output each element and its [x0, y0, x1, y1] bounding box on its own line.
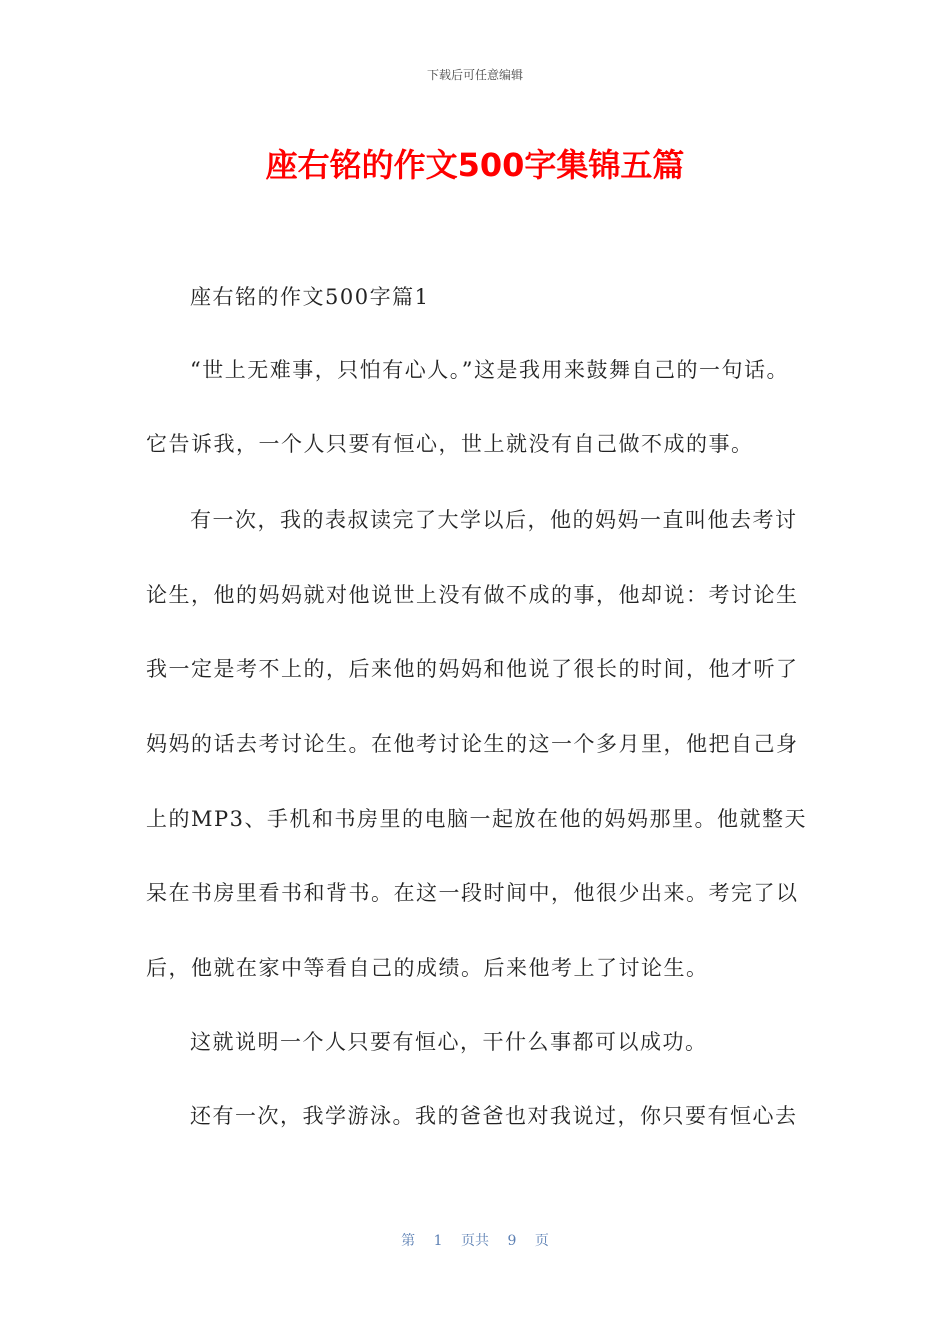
footer-page-suffix: 页: [534, 1233, 549, 1249]
page-footer: [0, 1230, 950, 1250]
paragraph-line: 它告诉我，一个人只要有恒心，世上就没有自己做不成的事。: [146, 432, 754, 456]
paragraph-line: 妈妈的话去考讨论生。在他考讨论生的这一个多月里，他把自己身: [146, 732, 799, 756]
section-heading: 座右铭的作文500字篇1: [190, 285, 430, 309]
footer-page-mid: 页共: [461, 1233, 489, 1249]
paragraph-line: 有一次，我的表叔读完了大学以后，他的妈妈一直叫他去考讨: [190, 508, 798, 532]
footer-page-number: 1: [433, 1233, 443, 1249]
paragraph-line: “世上无难事，只怕有心人。”这是我用来鼓舞自己的一句话。: [190, 358, 789, 382]
footer-page-prefix: 第: [401, 1233, 416, 1249]
footer-total-pages: 9: [507, 1233, 517, 1249]
document-title: 座右铭的作文500字集锦五篇: [265, 146, 685, 184]
paragraph-line: 还有一次，我学游泳。我的爸爸也对我说过，你只要有恒心去: [190, 1104, 798, 1128]
header-note: 下载后可任意编辑: [426, 68, 523, 82]
paragraph-line: 上的MP3、手机和书房里的电脑一起放在他的妈妈那里。他就整天: [146, 807, 807, 831]
paragraph-line: 呆在书房里看书和背书。在这一段时间中，他很少出来。考完了以: [146, 881, 799, 905]
paragraph-line: 论生，他的妈妈就对他说世上没有做不成的事，他却说：考讨论生: [146, 583, 799, 607]
paragraph-line: 我一定是考不上的，后来他的妈妈和他说了很长的时间，他才听了: [146, 657, 799, 681]
paragraph-line: 这就说明一个人只要有恒心，干什么事都可以成功。: [190, 1030, 708, 1054]
paragraph-line: 后，他就在家中等看自己的成绩。后来他考上了讨论生。: [146, 956, 709, 980]
